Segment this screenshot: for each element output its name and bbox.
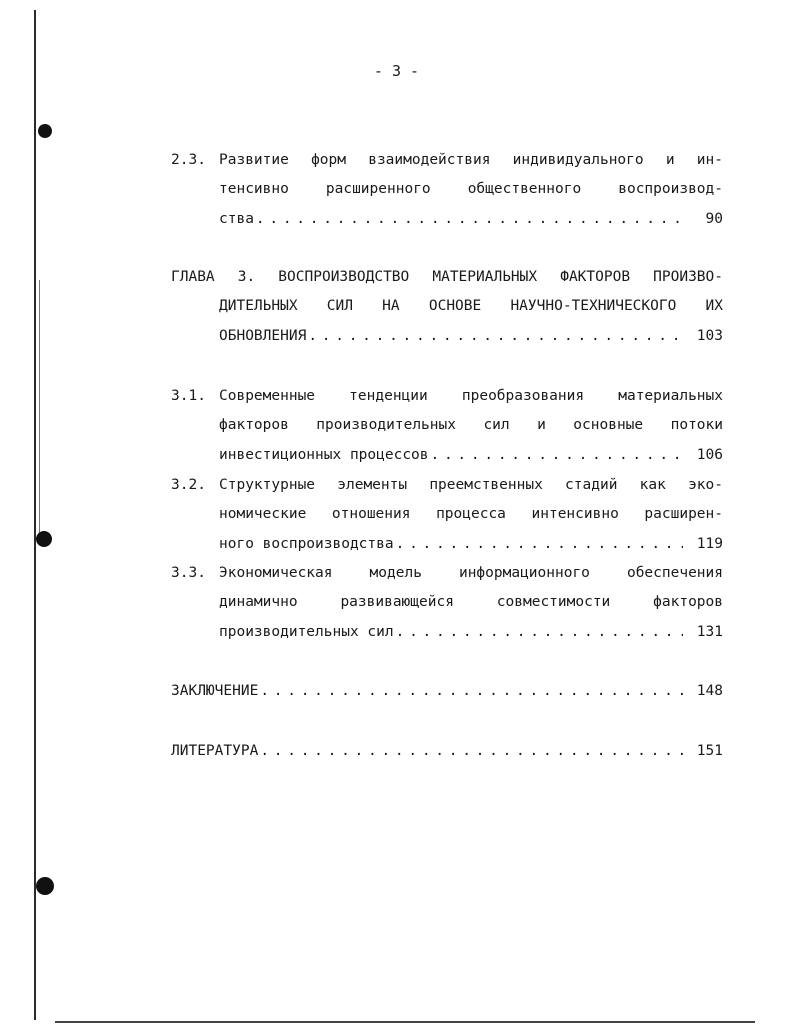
page-ref: 151	[696, 743, 723, 759]
entry-line-last: ства	[219, 211, 254, 227]
entry-line: Современные тенденции преобразования материальных	[219, 388, 723, 404]
dot-leader	[396, 533, 683, 555]
entry-line: ГЛАВА 3. ВОСПРОИЗВОДСТВО МАТЕРИАЛЬНЫХ ФАКТОРОВ ПРОИЗВО-	[171, 269, 723, 285]
entry-line: Экономическая модель информационного обеспечения	[219, 565, 723, 581]
page-ref: 106	[696, 447, 723, 463]
section-number: 2.3.	[171, 152, 206, 168]
bottom-edge-line	[55, 1021, 755, 1023]
entry-line-last: ОБНОВЛЕНИЯ	[219, 328, 307, 344]
entry-line: ДИТЕЛЬНЫХ СИЛ НА ОСНОВЕ НАУЧНО-ТЕХНИЧЕСКОГО ИХ	[219, 298, 723, 314]
section-number: 3.1.	[171, 388, 206, 404]
dot-leader	[431, 444, 683, 466]
page-ref: 148	[696, 683, 723, 699]
entry-line-last: инвестиционных процессов	[219, 447, 429, 463]
entry-line: Развитие форм взаимодействия индивидуального и ин-	[219, 152, 723, 168]
entry-line-last: производительных сил	[219, 624, 394, 640]
entry-line-last: ного воспроизводства	[219, 536, 394, 552]
dot-leader	[308, 325, 683, 347]
dot-leader	[260, 680, 683, 702]
page-ref: 119	[696, 536, 723, 552]
page-ref: 103	[696, 328, 723, 344]
page-ref: 131	[696, 624, 723, 640]
dot-leader	[260, 740, 683, 762]
entry-line-last: ЛИТЕРАТУРА	[171, 743, 259, 759]
entry-line: номические отношения процесса интенсивно расширен-	[219, 506, 723, 522]
dot-leader	[396, 621, 683, 643]
page-number: - 3 -	[373, 62, 420, 80]
page-ref: 90	[705, 211, 723, 227]
punch-hole	[36, 877, 54, 895]
punch-hole	[38, 124, 52, 138]
entry-line: факторов производительных сил и основные потоки	[219, 417, 723, 433]
section-number: 3.2.	[171, 477, 206, 493]
entry-line: тенсивно расширенного общественного воспроизвод-	[219, 181, 723, 197]
punch-hole	[36, 531, 52, 547]
section-number: 3.3.	[171, 565, 206, 581]
entry-line: динамично развивающейся совместимости факторов	[219, 594, 723, 610]
entry-line-last: ЗАКЛЮЧЕНИЕ	[171, 683, 259, 699]
binding-edge	[34, 10, 36, 1020]
binding-edge-inner	[39, 280, 40, 540]
entry-line: Структурные элементы преемственных стадий как эко-	[219, 477, 723, 493]
dot-leader	[256, 208, 683, 230]
